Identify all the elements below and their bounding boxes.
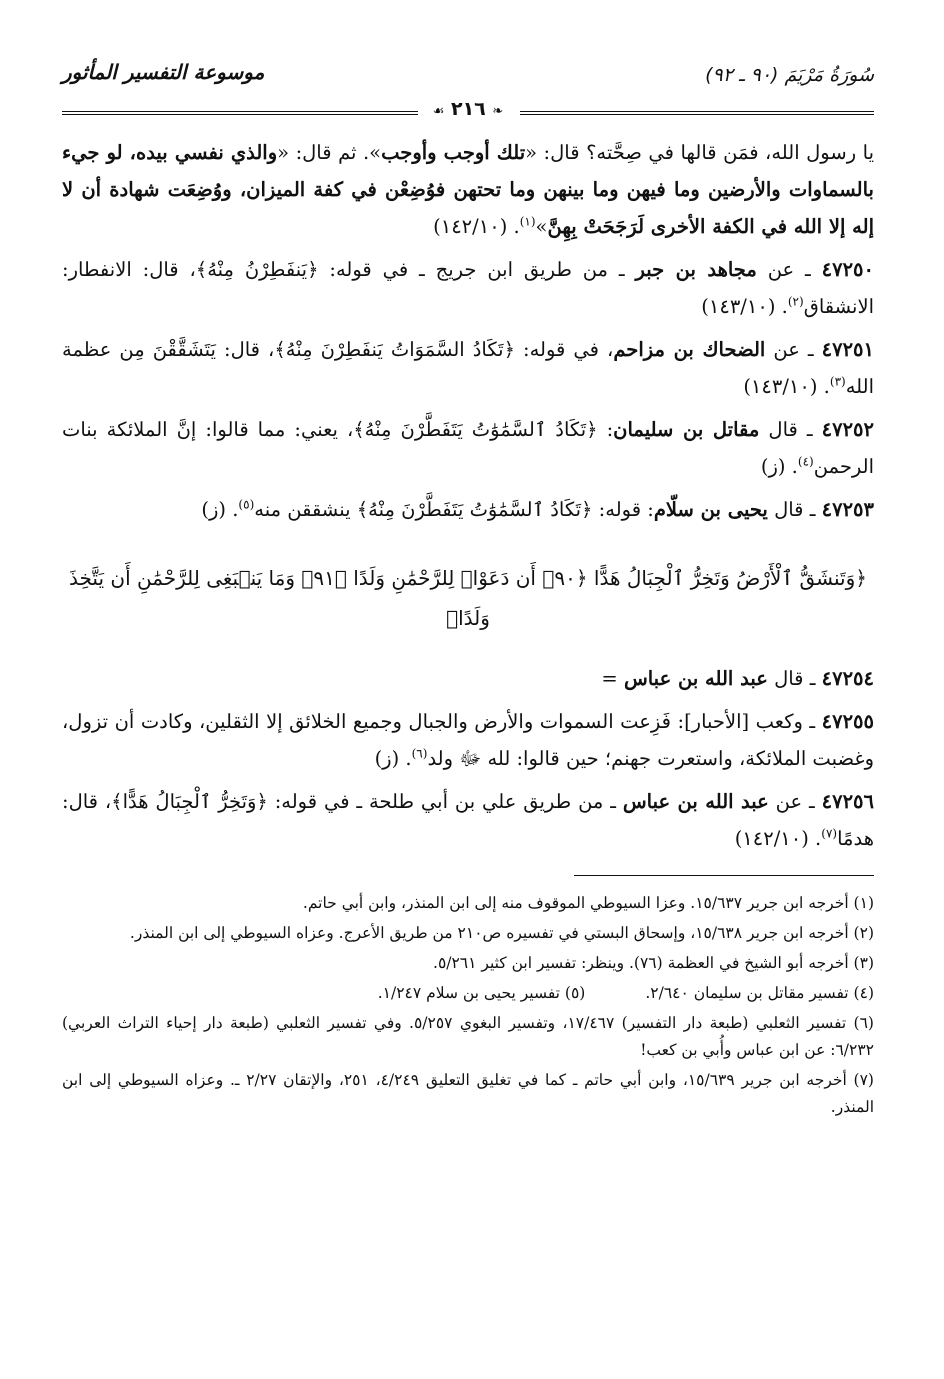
text-segment: ٤٧٢٥٠ — [821, 258, 874, 281]
footnote-ref: (١) — [519, 214, 536, 229]
paragraph — [62, 703, 874, 777]
text-segment: ». ثم قال: « — [277, 141, 382, 164]
footnote: (٢) أخرجه ابن جرير ١٥/٦٣٨، وإسحاق البستي في تفسيره ص٢١٠ من طريق الأعرج. وعزاه السيوطي إلى ابن المنذر. — [129, 924, 874, 942]
footnote-ref: (٢) — [787, 294, 804, 309]
page-number-wrap — [427, 98, 510, 120]
text-segment: . (ز) — [760, 455, 798, 478]
text-segment: ـ من طريق ابن جريج ـ في قوله: ﴿يَنفَطِرْنُ مِنْهُ﴾، قال: الانفطار: الانشقاق — [62, 258, 874, 318]
text-segment: . (ز) — [201, 498, 239, 521]
text-segment: عبد الله بن عباس — [622, 790, 769, 813]
text-segment: : ﴿تَكَادُ ٱلسَّمَٰوَٰتُ يَتَفَطَّرْنَ مِنْهُ﴾، يعني: مما قالوا: إنَّ الملائكة بنات الرحمن — [62, 418, 874, 478]
footnote: (٦) تفسير الثعلبي (طبعة دار التفسير) ١٧/٤٦٧، وتفسير البغوي ٥/٢٥٧. وفي تفسير الثعلبي (طبعة دار إحياء التراث العربي) ٦/٢٣٢: عن ابن عباس وأُبي بن كعب! — [62, 1014, 874, 1059]
page — [62, 60, 874, 1124]
book-title: موسوعة التفسير المأثور — [62, 60, 265, 84]
paragraph — [62, 491, 874, 528]
text-segment: ٤٧٢٥٤ — [821, 667, 874, 690]
text-segment: يحيى بن سلّام — [653, 498, 768, 521]
text-segment: تلك أوجب وأوجب — [381, 141, 526, 164]
text-segment: ـ وكعب [الأحبار]: فَزِعت السموات والأرض والجبال وجميع الخلائق إلا الثقلين، وكادت أن تزول، وغضبت الملائكة، واستعرت جهنم؛ حين قالوا: لله ﷻ ولد — [62, 710, 874, 770]
text-segment: والذي نفسي بيده، لو جيء بالسماوات والأرضين وما فيهن وما بينهن وما تحتهن فوُضِعْن في كفة الميزان، ووُضِعَت شهادة أن لا إله إلا الله في الكفة الأخرى لَرَجَحَتْ بِهِنَّ — [62, 141, 874, 238]
text-segment: . (ز) — [374, 747, 412, 770]
paragraph — [62, 331, 874, 405]
page-number: ٢١٦ — [450, 98, 486, 120]
footnote-ref: (٧) — [821, 826, 838, 841]
running-head — [62, 60, 874, 100]
text-segment: » — [535, 215, 548, 238]
footnote: (١) أخرجه ابن جرير ١٥/٦٣٧. وعزا السيوطي الموقوف منه إلى ابن المنذر، وابن أبي حاتم. — [302, 894, 874, 912]
text-segment: ـ عن — [756, 258, 822, 281]
footnote-ref: (٦) — [411, 746, 428, 761]
text-segment: ـ قال — [767, 498, 822, 521]
text-segment: ـ عن — [765, 338, 822, 361]
text-segment: . (١٤٢/١٠) — [433, 215, 520, 238]
text-segment: ٤٧٢٥٦ — [821, 790, 874, 813]
text-segment: ـ من طريق علي بن أبي طلحة ـ في قوله: ﴿وَتَخِرُّ ٱلْجِبَالُ هَدًّا﴾، قال: هدمًا — [62, 790, 874, 850]
text-segment: . (١٤٣/١٠) — [701, 295, 788, 318]
paragraph-group-2 — [62, 660, 874, 857]
footnote-ref: (٣) — [829, 374, 846, 389]
footnote: (٤) تفسير مقاتل بن سليمان ٢/٦٤٠. — [645, 984, 874, 1002]
quran-verse: ﴿وَتَنشَقُّ ٱلْأَرْضُ وَتَخِرُّ ٱلْجِبَالُ هَدًّا ﴿٩٠﴾ أَن دَعَوْا۟ لِلرَّحْمَٰنِ وَلَدًا ﴿٩١﴾ وَمَا يَنۢبَغِى لِلرَّحْمَٰنِ أَن يَتَّخِذَ وَلَدًا﴾ — [69, 566, 867, 630]
paragraph — [62, 660, 874, 697]
text-segment: مجاهد بن جبر — [635, 258, 757, 281]
paragraph — [62, 134, 874, 245]
paragraph-group-1 — [62, 134, 874, 528]
text-segment: ـ عن — [768, 790, 822, 813]
text-segment: ٤٧٢٥٢ — [821, 418, 874, 441]
text-segment: . (١٤٢/١٠) — [734, 827, 822, 850]
text-segment: الضحاك بن مزاحم — [613, 338, 766, 361]
surah-header: سُورَةُ مَرْيَمَ (٩٠ ـ ٩٢) — [705, 64, 874, 86]
text-segment: يا رسول الله، فمَن قالها في صِحَّته؟ قال: « — [525, 141, 874, 164]
text-segment: ٤٧٢٥٥ — [821, 710, 874, 733]
footnote: (٥) تفسير يحيى بن سلام ١/٢٤٧. — [377, 984, 586, 1002]
footnote: (٧) أخرجه ابن جرير ١٥/٦٣٩، وابن أبي حاتم ـ كما في تغليق التعليق ٤/٢٤٩، ٢٥١، والإتقان ٢/٢٧ ـ. وعزاه السيوطي إلى ابن المنذر. — [62, 1071, 874, 1116]
paragraph — [62, 783, 874, 857]
main-text — [62, 134, 874, 857]
text-segment: ـ قال — [759, 418, 822, 441]
ornament-icon: ❧ — [492, 104, 504, 119]
text-segment: عبد الله بن عباس — [623, 667, 768, 690]
paragraph — [62, 251, 874, 325]
footnote: (٣) أخرجه أبو الشيخ في العظمة (٧٦). وينظر: تفسير ابن كثير ٥/٢٦١. — [433, 954, 874, 972]
text-segment: . (١٤٣/١٠) — [743, 375, 830, 398]
text-segment: ٤٧٢٥١ — [821, 338, 874, 361]
text-segment: مقاتل بن سليمان — [613, 418, 760, 441]
footnote-divider — [574, 875, 874, 876]
ornament-icon: ☙ — [432, 104, 445, 119]
text-segment: = — [601, 667, 624, 690]
footnote-ref: (٤) — [797, 454, 814, 469]
text-segment: ، في قوله: ﴿تَكَادُ السَّمَوَاتُ يَنفَطِرْنَ مِنْهُ﴾، قال: يَتَشَقَّقْنَ مِن عظمة الله — [62, 338, 874, 398]
text-segment: ـ قال — [767, 667, 822, 690]
header-rule — [62, 98, 874, 122]
footnotes — [62, 890, 874, 1121]
footnote-row — [62, 980, 874, 1007]
text-segment: : قوله: ﴿تَكَادُ ٱلسَّمَٰوَٰتُ يَتَفَطَّرْنَ مِنْهُ﴾ ينشققن منه — [254, 498, 654, 521]
text-segment: ٤٧٢٥٣ — [821, 498, 874, 521]
footnote-ref: (٥) — [238, 497, 255, 512]
paragraph — [62, 411, 874, 485]
